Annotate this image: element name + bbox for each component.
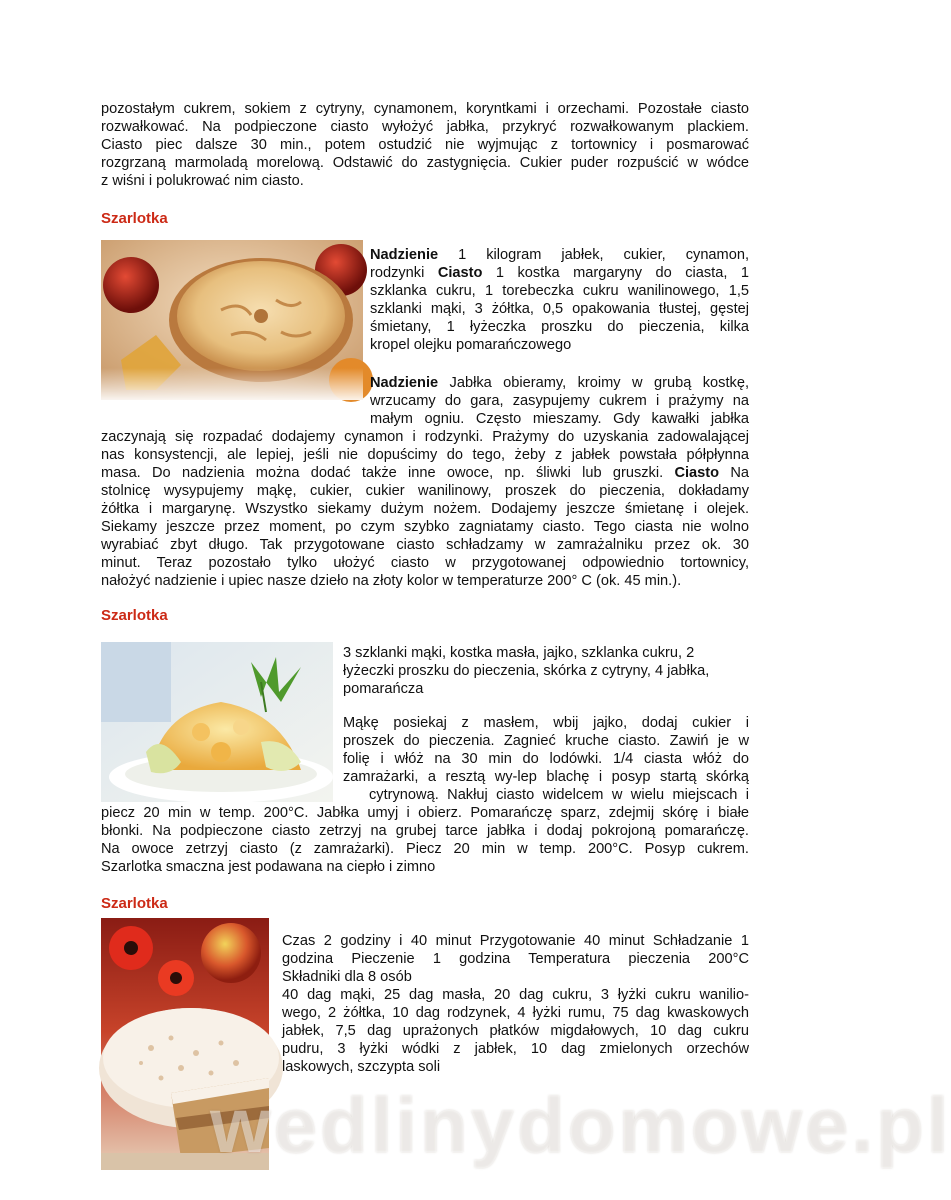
text-line <box>370 374 749 392</box>
text-line: błonki. Na podpieczone ciasto zetrzyj na grubej tarce jabłka i dodaj pokrojoną pomarańczę. <box>101 823 749 839</box>
recipe1-method <box>101 428 749 590</box>
text-line <box>370 264 749 282</box>
text-line: Na owoce zetrzyj ciasto (z zamrażarki). Piecz 20 min w temp. 200°C. Posyp cukrem. <box>101 841 749 857</box>
recipe3-text <box>282 932 749 1076</box>
text-line: minut. Teraz pozostało tylko ułożyć ciasto w przygotowanej odpowiednio tortownicy, <box>101 555 749 571</box>
text-run: 1 kilogram jabłek, cukier, cynamon, <box>438 247 749 263</box>
text-line: wego, 2 żółtka, 10 dag rodzynek, 4 łyżki rumu, 75 dag kwaskowych <box>282 1005 749 1021</box>
intro-line: z wiśni i polukrować nim ciasto. <box>101 173 304 189</box>
text-line: szklanka cukru, 1 torebeczka cukru wanilinowego, 1,5 <box>370 283 749 299</box>
text-line: proszek do pieczenia. Zagnieć kruche ciasto. Zawiń je w <box>343 733 749 749</box>
intro-line: rozgrzaną marmoladą morelową. Odstawić do zastygnięcia. Cukier puder rozpuścić w wódce <box>101 155 749 171</box>
text-run: Jabłka obieramy, kroimy w grubą kostkę, <box>438 375 749 391</box>
text-line: Czas 2 godziny i 40 minut Przygotowanie 40 minut Schładzanie 1 <box>282 933 749 949</box>
text-line: laskowych, szczypta soli <box>282 1059 441 1075</box>
text-line: śmietany, 1 łyżeczka proszku do pieczenia, kilka <box>370 319 749 335</box>
intro-line: rozwałkować. Na podpieczone ciasto wyłożyć jabłka, przykryć rozwałkowanym plackiem. <box>101 119 749 135</box>
text-line: pudru, 3 łyżki wódki z jabłek, 10 dag zmielonych orzechów <box>282 1041 749 1057</box>
text-line: jabłek, 7,5 dag uprażonych płatków migdałowych, 10 dag cukru <box>282 1023 749 1039</box>
watermark: wedlinydomowe.pl <box>210 1081 951 1169</box>
text-line: 40 dag mąki, 25 dag masła, 20 dag cukru, 3 łyżki cukru wanilio- <box>282 987 749 1003</box>
section-label: Ciasto <box>674 465 720 481</box>
recipe2-method <box>101 804 749 876</box>
text-line: łyżeczki proszku do pieczenia, skórka z cytryny, 4 jabłka, <box>343 663 710 679</box>
recipe1-method-top <box>370 374 749 428</box>
apple-pie-photo <box>101 240 363 400</box>
intro-paragraph <box>101 100 749 190</box>
text-line: 3 szklanki mąki, kostka masła, jajko, szklanka cukru, 2 <box>343 645 695 661</box>
recipe-title: Szarlotka <box>101 607 168 624</box>
text-line: piecz 20 min w temp. 200°C. Jabłka umyj i obierz. Pomarańczę sparz, zdejmij skórę i białe <box>101 805 749 821</box>
apple-orange-dessert-photo <box>101 642 333 802</box>
text-line: małym ogniu. Często mieszamy. Gdy kawałki jabłka <box>370 411 749 427</box>
text-line: żółtka i margarynę. Wszystko siekamy dużym nożem. Dodajemy jeszcze śmietanę i olejek. <box>101 501 749 517</box>
text-line: zamrażarki, a resztą wy-lep blachę i posyp startą skórką <box>343 769 749 785</box>
text-line: szklanki mąki, 3 żółtka, 0,5 opakowania tłustej, gęstej <box>370 301 749 317</box>
text-run: 1 kostka margaryny do ciasta, 1 <box>482 265 749 281</box>
text-line: wyrabiać zbyt długo. Tak przygotowane ciasto schładzamy w zamrażalniku przez ok. 30 <box>101 537 749 553</box>
text-line: folię i włóż na 30 min do lodówki. 1/4 ciasta włóż do <box>343 751 749 767</box>
text-line: godzina Pieczenie 1 godzina Temperatura pieczenia 200°C <box>282 951 749 967</box>
text-line: Mąkę posiekaj z masłem, wbij jajko, dodaj cukier i <box>343 715 749 731</box>
recipe-title: Szarlotka <box>101 210 168 227</box>
section-label: Ciasto <box>437 265 483 281</box>
section-label: Nadzienie <box>370 375 439 391</box>
text-line: zaczynają się rozpadać dodajemy cynamon i rodzynki. Prażymy do uzyskania zadowalającej <box>101 429 749 445</box>
text-line: wrzucamy do gara, zasypujemy cukrem i prażymy na <box>370 393 749 409</box>
text-line <box>101 464 749 482</box>
text-line: nałożyć nadzienie i upiec nasze dzieło na złoty kolor w temperaturze 200° C (ok. 45 min.). <box>101 573 682 589</box>
recipe-title: Szarlotka <box>101 895 168 912</box>
text-line: pomarańcza <box>343 681 424 697</box>
text-run: masa. Do nadzienia można dodać także inne owoce, np. śliwki lub gruszki. <box>101 465 675 481</box>
section-label: Nadzienie <box>370 247 439 263</box>
text-line: nas konsystencji, ale lepiej, jeśli nie dopuścimy do tego, żeby z jabłek powstała półpłynna <box>101 447 749 463</box>
intro-line: Ciasto piec dalsze 30 min., potem ostudzić nie wyjmując z tortownicy i posmarować <box>101 137 749 153</box>
recipe2-ingredients <box>343 644 749 698</box>
intro-line: pozostałym cukrem, sokiem z cytryny, cynamonem, koryntkami i orzechami. Pozostałe ciasto <box>101 101 749 117</box>
text-line: Składniki dla 8 osób <box>282 969 412 985</box>
text-line: cytrynową. Nakłuj ciasto widelcem w wielu miejscach i <box>369 787 749 803</box>
text-run: rodzynki <box>370 265 438 281</box>
recipe1-ingredients <box>370 246 749 354</box>
recipe2-method-top <box>343 714 749 804</box>
text-run: Na <box>719 465 749 481</box>
text-line: stolnicę wysypujemy mąkę, cukier, cukier wanilinowy, proszek do pieczenia, dokładamy <box>101 483 749 499</box>
text-line: kropel olejku pomarańczowego <box>370 337 572 353</box>
text-line: Siekamy jeszcze przez moment, po czym szybko zagniatamy ciasto. Tego ciasta nie wolno <box>101 519 749 535</box>
text-line: Szarlotka smaczna jest podawana na ciepło i zimno <box>101 859 436 875</box>
text-line <box>370 246 749 264</box>
